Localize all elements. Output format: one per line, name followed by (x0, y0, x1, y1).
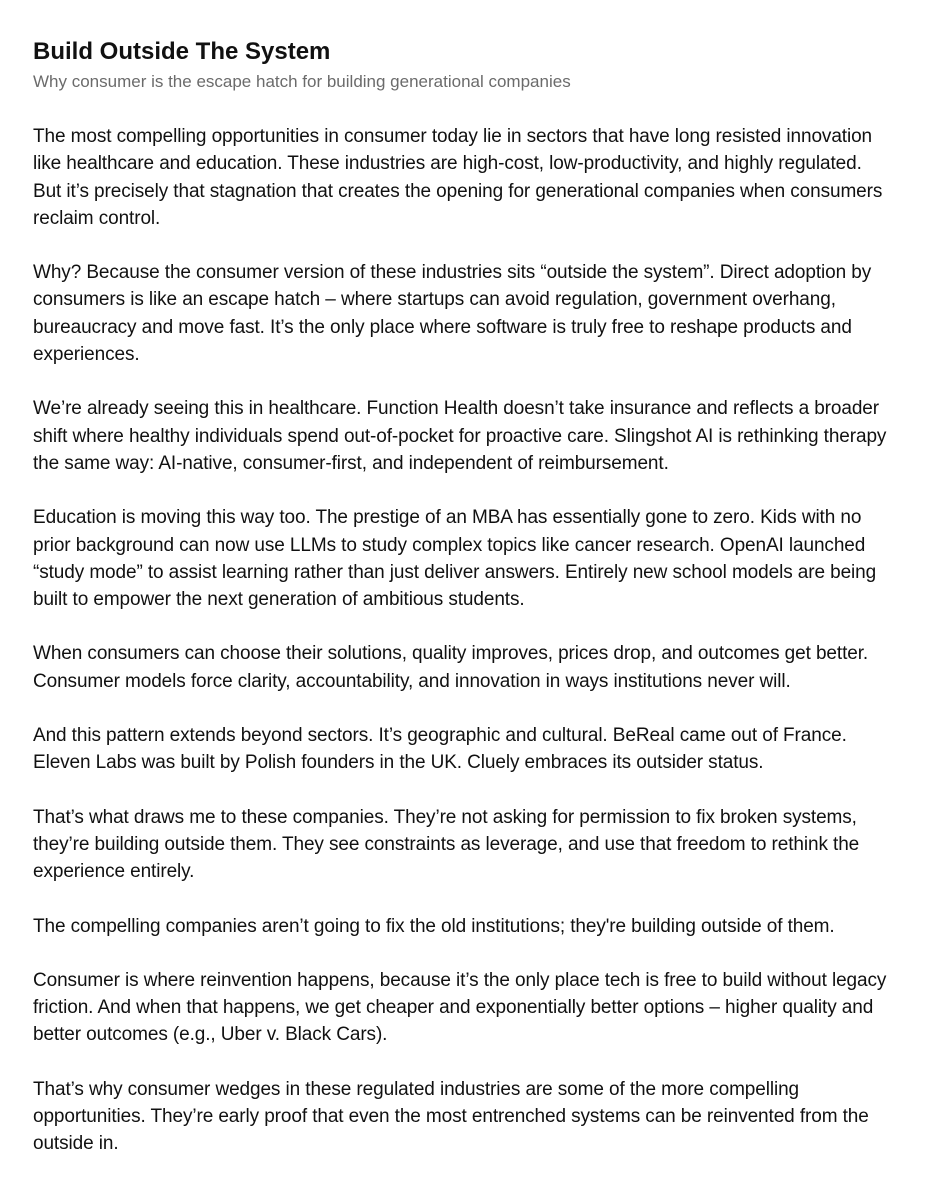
paragraph-6: And this pattern extends beyond sectors. It’s geographic and cultural. BeReal came out of France. Eleven Labs was built by Polish founders in the UK. Cluely embraces its outsider status. (33, 725, 847, 774)
paragraph-5: When consumers can choose their solutions, quality improves, prices drop, and outcomes get better. Consumer models force clarity, accountability, and innovation in ways institutions never will. (33, 643, 869, 692)
article-title: Build Outside The System (33, 38, 331, 65)
article-body (33, 123, 894, 1158)
paragraph-10: That’s why consumer wedges in these regulated industries are some of the more compelling opportunities. They’re early proof that even the most entrenched systems can be reinvented from the outside in. (33, 1078, 869, 1155)
paragraph-4: Education is moving this way too. The prestige of an MBA has essentially gone to zero. Kids with no prior background can now use LLMs to study complex topics like cancer research. OpenAI launched “study mode” to assist learning rather than just deliver answers. Entirely new school models are being built to empower the next generation of ambitious students. (33, 507, 877, 611)
paragraph-7: That’s what draws me to these companies. They’re not asking for permission to fix broken systems, they’re building outside them. They see constraints as leverage, and use that freedom to rethink the experience entirely. (33, 806, 860, 883)
paragraph-1: The most compelling opportunities in consumer today lie in sectors that have long resisted innovation like healthcare and education. These industries are high-cost, low-productivity, and highly regulated. But it’s precisely that stagnation that creates the opening for generational companies when consumers reclaim control. (33, 126, 883, 229)
paragraph-3: We’re already seeing this in healthcare. Function Health doesn’t take insurance and reflects a broader shift where healthy individuals spend out-of-pocket for proactive care. Slingshot AI is rethinking therapy the same way: AI-native, consumer-first, and independent of reimbursement. (33, 398, 887, 474)
paragraph-8: The compelling companies aren’t going to fix the old institutions; they're building outside of them. (33, 915, 835, 937)
paragraph-2: Why? Because the consumer version of these industries sits “outside the system”. Direct adoption by consumers is like an escape hatch – where startups can avoid regulation, government overhang, bureaucracy and move fast. It’s the only place where software is truly free to reshape products and experiences. (33, 262, 872, 366)
paragraph-9: Consumer is where reinvention happens, because it’s the only place tech is free to build without legacy friction. And when that happens, we get cheaper and exponentially better options – higher quality and better outcomes (e.g., Uber v. Black Cars). (33, 969, 887, 1046)
article-subtitle: Why consumer is the escape hatch for building generational companies (33, 72, 571, 91)
